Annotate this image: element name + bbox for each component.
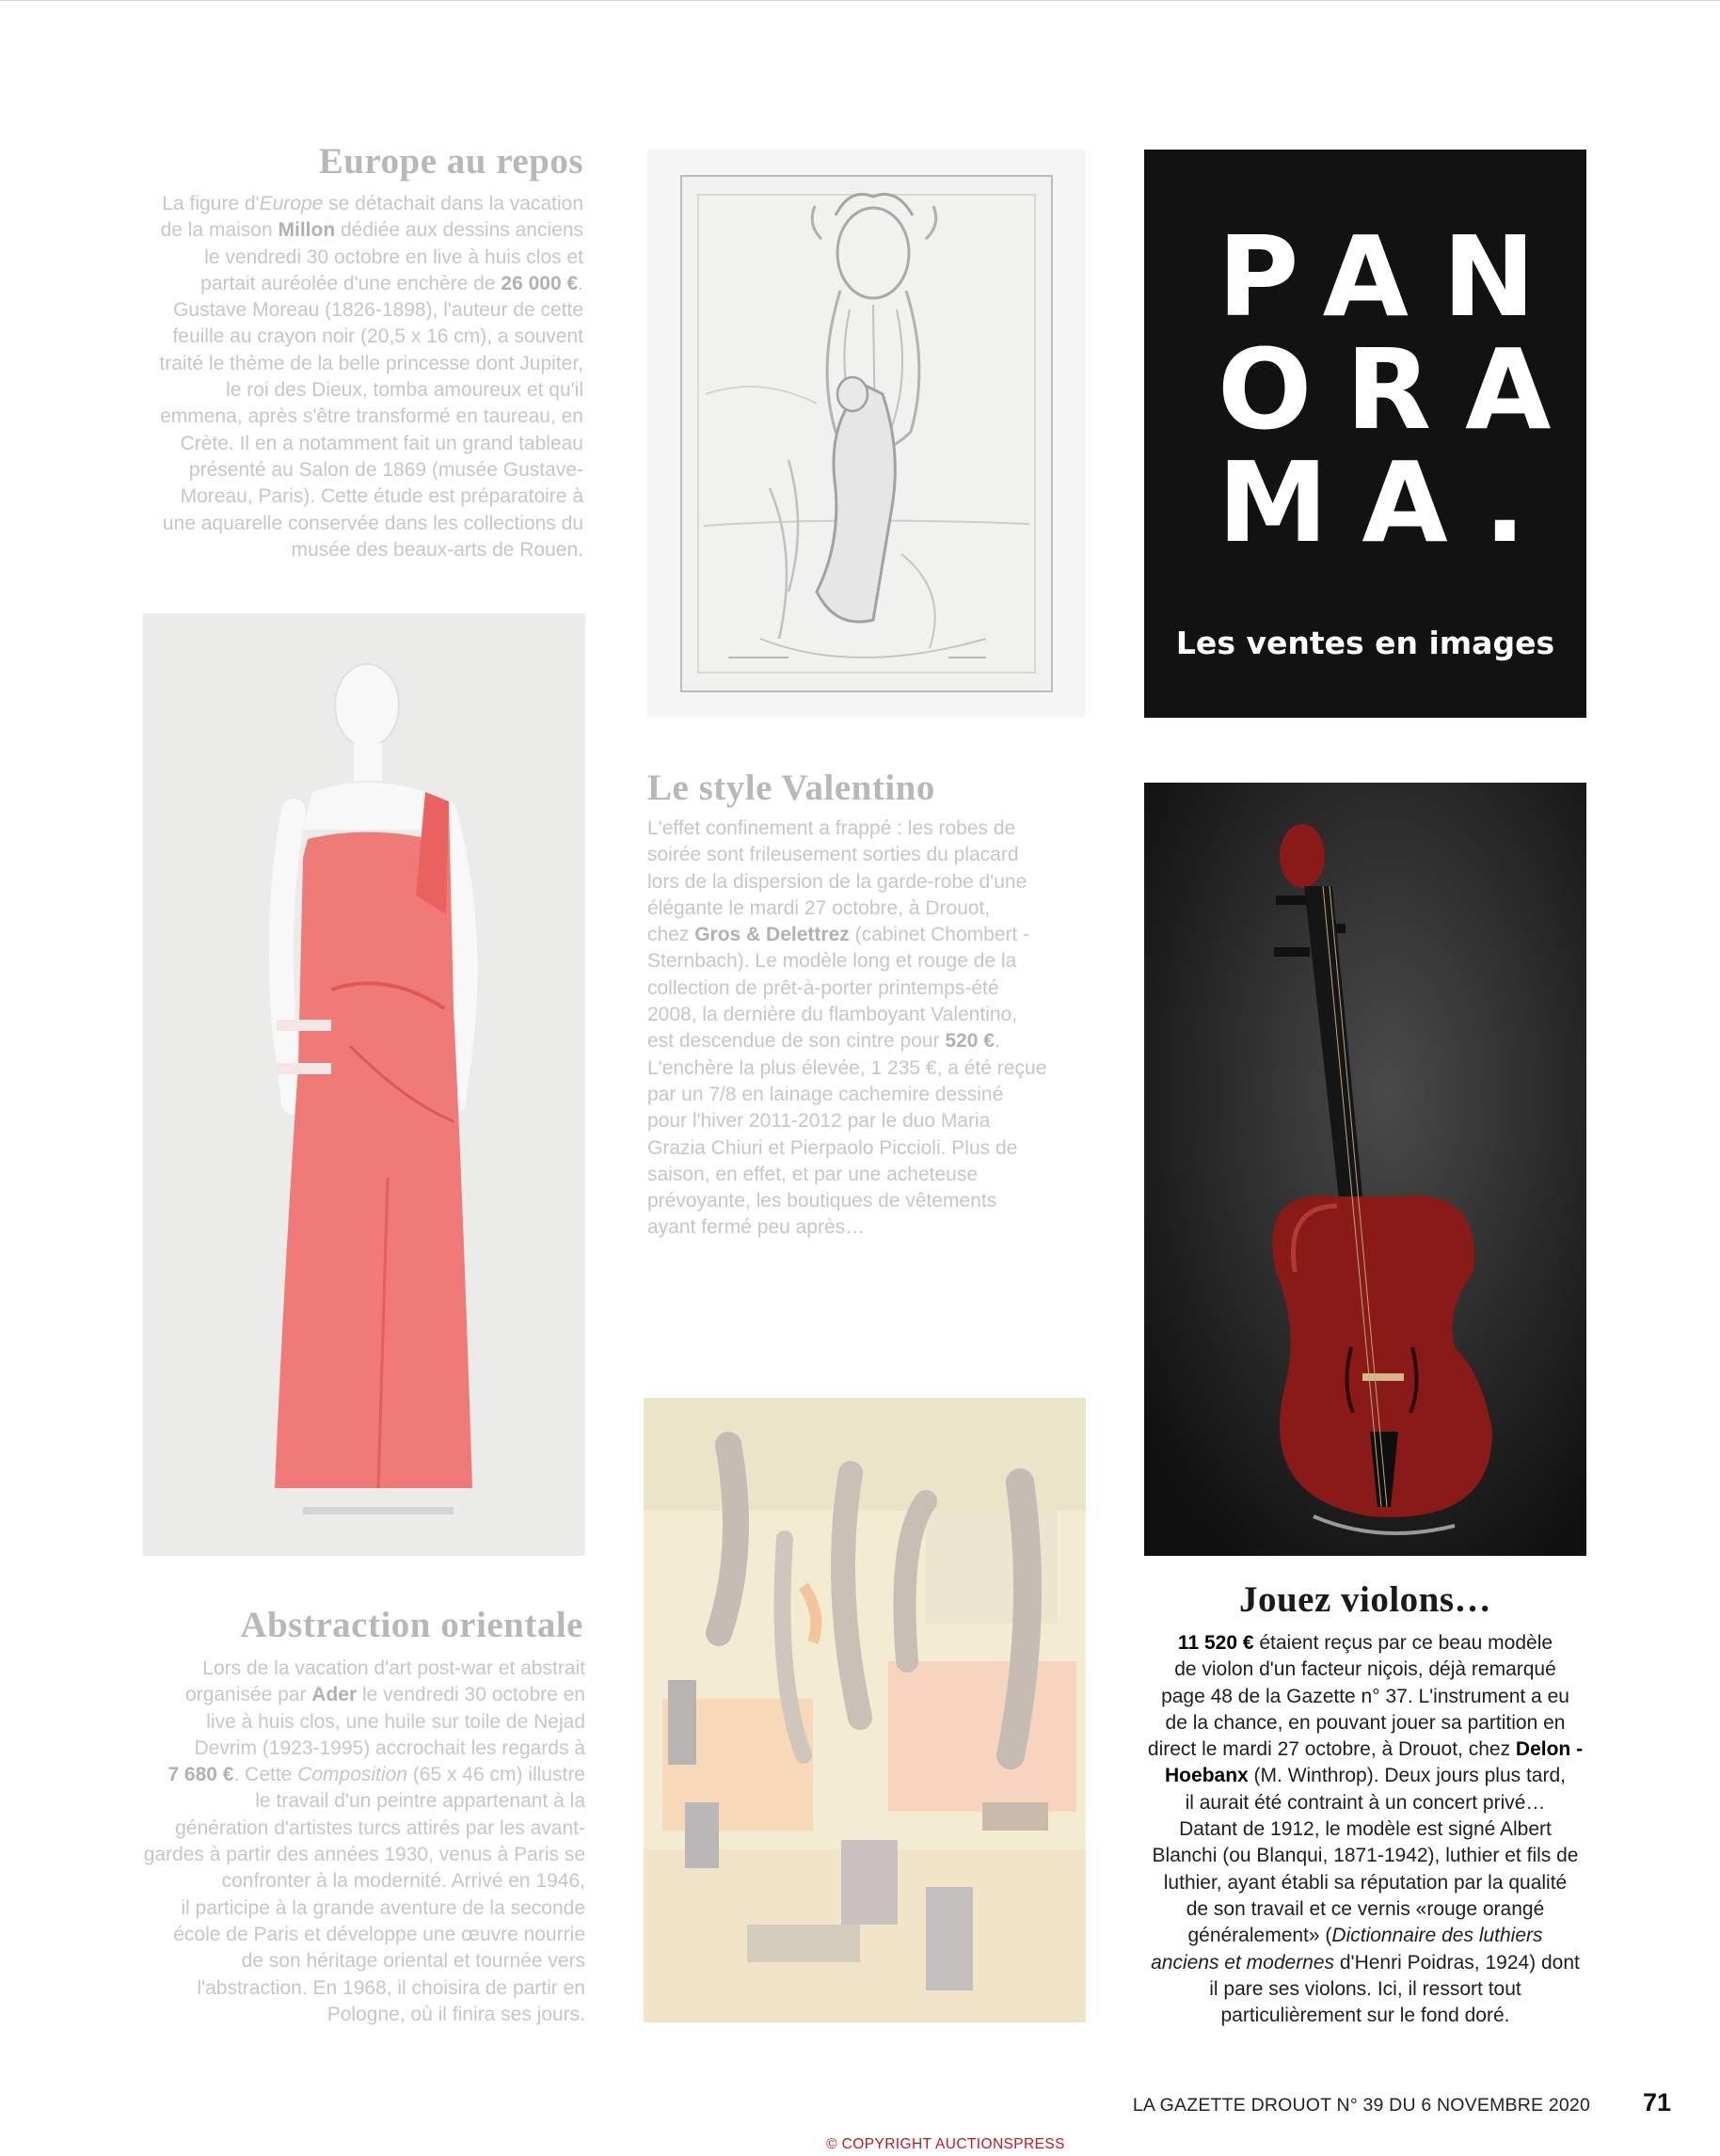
text-line: collection de prêt-à-porter printemps-été [647, 976, 999, 999]
text-line: prévoyante, les boutiques de vêtements [647, 1190, 997, 1213]
text-line: Lors de la vacation d'art post-war et abstrait [202, 1657, 585, 1679]
violin-illustration [1144, 783, 1586, 1556]
text-line: une aquarelle conservée dans les collections du [162, 512, 583, 534]
abstraction-title: Abstraction orientale [240, 1605, 583, 1645]
text-line: partait auréolée d'une enchère de 26 000 €. [200, 272, 583, 294]
panorama-block [1144, 150, 1586, 718]
text-line: l'abstraction. En 1968, il choisira de partir en [197, 1976, 585, 1999]
copyright-notice: © COPYRIGHT AUCTIONSPRESS [826, 2136, 1065, 2152]
abstraction-body [132, 1656, 585, 2028]
text-line: de la maison Millon dédiée aux dessins anciens [160, 219, 583, 242]
text-line: Datant de 1912, le modèle est signé Albert [1179, 1818, 1552, 1841]
text-line: par un 7/8 en lainage cachemire dessiné [647, 1083, 1004, 1105]
text-line: Gustave Moreau (1826-1898), l'auteur de cette [173, 299, 583, 322]
text-line: de son héritage oriental et tournée vers [241, 1950, 585, 1973]
panorama-line-3: MA. [1218, 437, 1560, 567]
abstract-painting-illustration [644, 1398, 1086, 2022]
text-line: Devrim (1923-1995) accrochait les regards à [194, 1736, 585, 1759]
text-line: soirée sont frileusement sorties du placard [647, 844, 1019, 866]
text-line: de violon d'un facteur niçois, déjà remarqué [1174, 1658, 1556, 1681]
moreau-drawing-illustration [647, 150, 1086, 718]
text-line: page 48 de la Gazette n° 37. L'instrument a eu [1161, 1685, 1569, 1707]
issue-footer: LA GAZETTE DROUOT N° 39 DU 6 NOVEMBRE 2020 [1132, 2095, 1590, 2116]
text-line: Hoebanx (M. Winthrop). Deux jours plus tard, [1165, 1765, 1566, 1787]
moreau-drawing-photo [647, 150, 1086, 718]
text-line: luthier, ayant établi sa réputation par la qualité [1163, 1871, 1568, 1894]
text-line: Pologne, où il finira ses jours. [326, 2003, 585, 2025]
text-line: confronter à la modernité. Arrivé en 1946, [221, 1870, 585, 1893]
europe-title: Europe au repos [318, 141, 583, 182]
violons-body [1135, 1630, 1596, 2029]
text-line: génération d'artistes turcs attirés par les avant- [175, 1816, 585, 1839]
valentino-title: Le style Valentino [647, 768, 935, 808]
panorama-line-2: ORA [1218, 325, 1585, 454]
text-line: emmena, après s'être transformé en taureau, en [160, 405, 583, 428]
dress-mannequin-illustration [143, 613, 585, 1556]
text-line: Crète. Il en a notamment fait un grand tableau [180, 432, 583, 454]
text-line: Blanchi (ou Blanqui, 1871-1942), luthier et fils de [1152, 1845, 1579, 1867]
text-line: direct le mardi 27 octobre, à Drouot, chez Delon - [1147, 1738, 1584, 1761]
text-line: gardes à partir des années 1930, venus à Paris se [143, 1844, 585, 1866]
text-line: La figure d'Europe se détachait dans la vacation [162, 193, 583, 214]
page-number: 71 [1643, 2088, 1672, 2116]
top-rule [0, 0, 1720, 1]
text-line: 11 520 € étaient reçus par ce beau modèle [1177, 1632, 1553, 1654]
text-line: organisée par Ader le vendredi 30 octobre en [185, 1684, 585, 1706]
text-line: présenté au Salon de 1869 (musée Gustave- [188, 458, 583, 481]
text-line: il aurait été contraint à un concert privé… [1185, 1791, 1546, 1814]
text-line: école de Paris et développe une œuvre nourrie [173, 1923, 585, 1945]
devrim-composition-photo [644, 1398, 1086, 2022]
text-line: ayant fermé peu après… [647, 1216, 866, 1239]
panorama-subtitle: Les ventes en images [1175, 625, 1555, 661]
text-line: anciens et modernes d'Henri Poidras, 1924) dont [1151, 1951, 1580, 1974]
text-line: de la chance, en pouvant jouer sa partition en [1165, 1711, 1566, 1734]
text-line: le vendredi 30 octobre en live à huis clos et [204, 246, 583, 268]
valentino-dress-photo [143, 613, 585, 1556]
text-line: pour l'hiver 2011-2012 par le duo Maria [647, 1110, 991, 1133]
violin-photo [1144, 783, 1586, 1556]
text-line: Sternbach). Le modèle long et rouge de la [647, 950, 1017, 973]
text-line: il pare ses violons. Ici, il ressort tout [1209, 1977, 1521, 2000]
text-line: chez Gros & Delettrez (cabinet Chombert - [647, 924, 1030, 946]
text-line: live à huis clos, une huile sur toile de Nejad [206, 1710, 585, 1733]
text-line: le travail d'un peintre appartenant à la [255, 1790, 585, 1813]
text-line: musée des beaux-arts de Rouen. [291, 538, 583, 561]
panorama-line-1: PAN [1218, 212, 1569, 341]
valentino-body [647, 816, 1099, 1242]
text-line: L'enchère la plus élevée, 1 235 €, a été reçue [647, 1056, 1047, 1079]
violons-title: Jouez violons… [1238, 1579, 1492, 1620]
text-line: lors de la dispersion de la garde-robe d'une [647, 870, 1027, 893]
text-line: saison, en effet, et par une acheteuse [647, 1163, 979, 1185]
text-line: feuille au crayon noir (20,5 x 16 cm), a souvent [172, 325, 583, 348]
text-line: 7 680 €. Cette Composition (65 x 46 cm) illustre [167, 1764, 585, 1786]
europe-body [141, 191, 583, 563]
text-line: est descendue de son cintre pour 520 €. [647, 1030, 1000, 1053]
text-line: il participe à la grande aventure de la seconde [181, 1896, 585, 1919]
text-line: généralement» (Dictionnaire des luthiers [1187, 1925, 1543, 1947]
text-line: le roi des Dieux, tomba amoureux et qu'il [226, 379, 583, 402]
text-line: L'effet confinement a frappé : les robes de [647, 817, 1016, 839]
text-line: élégante le mardi 27 octobre, à Drouot, [647, 896, 991, 919]
text-line: 2008, la dernière du flamboyant Valentino, [647, 1004, 1018, 1026]
text-line: de son travail et ce vernis «rouge orangé [1186, 1897, 1545, 1920]
text-line: Grazia Chiuri et Pierpaolo Piccioli. Plus de [647, 1136, 1018, 1159]
text-line: Moreau, Paris). Cette étude est préparatoire à [180, 485, 583, 508]
text-line: traité le thème de la belle princesse dont Jupiter, [159, 352, 583, 374]
text-line: particulièrement sur le fond doré. [1220, 2005, 1510, 2027]
